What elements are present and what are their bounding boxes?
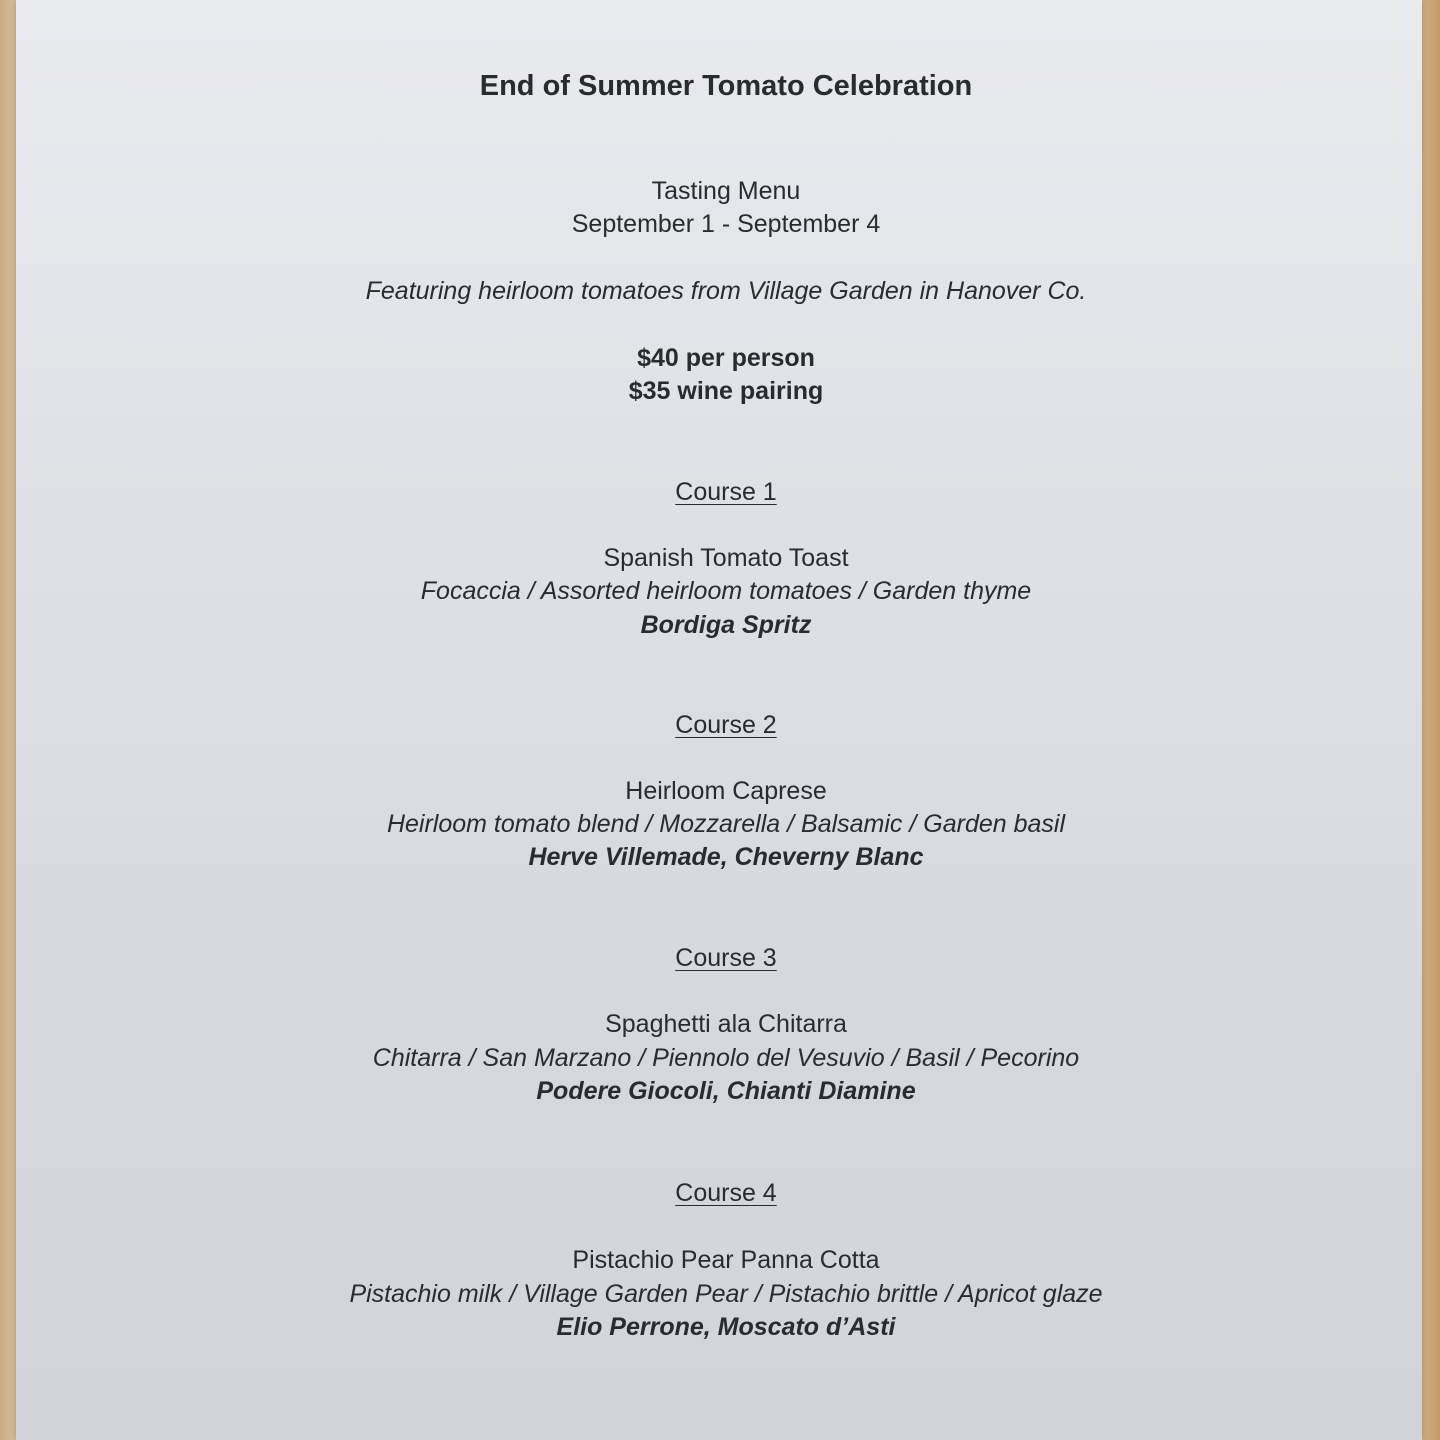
course-2-heading: Course 2 (675, 711, 777, 739)
course-3-section (16, 942, 1436, 974)
course-4-dish: Pistachio Pear Panna Cotta (572, 1246, 880, 1274)
course-1-dish: Spanish Tomato Toast (603, 544, 849, 572)
course-1-heading: Course 1 (675, 478, 777, 506)
price-per-person: $40 per person (637, 344, 815, 372)
course-3-dish: Spaghetti ala Chitarra (605, 1010, 847, 1038)
menu-dates: September 1 - September 4 (571, 210, 881, 238)
course-4-ingredients: Pistachio milk / Village Garden Pear / Pistachio brittle / Apricot glaze (349, 1280, 1103, 1308)
course-4-wine: Elio Perrone, Moscato d’Asti (556, 1313, 896, 1341)
course-2-ingredients: Heirloom tomato blend / Mozzarella / Balsamic / Garden basil (386, 810, 1066, 838)
course-2-dish: Heirloom Caprese (625, 777, 827, 805)
course-2-wine: Herve Villemade, Cheverny Blanc (528, 843, 924, 871)
course-1-section (16, 476, 1436, 508)
course-1-wine: Bordiga Spritz (640, 611, 812, 639)
course-4-heading: Course 4 (675, 1179, 777, 1207)
menu-subtitle: Tasting Menu (651, 177, 801, 205)
course-3-ingredients: Chitarra / San Marzano / Piennolo del Vesuvio / Basil / Pecorino (372, 1044, 1080, 1072)
course-4-section (16, 1177, 1436, 1209)
price-wine-pairing: $35 wine pairing (628, 377, 824, 405)
course-3-heading: Course 3 (675, 944, 777, 972)
course-2-section (16, 709, 1436, 741)
course-3-wine: Podere Giocoli, Chianti Diamine (536, 1077, 916, 1105)
menu-featuring: Featuring heirloom tomatoes from Village Garden in Hanover Co. (365, 277, 1087, 305)
menu-title: End of Summer Tomato Celebration (479, 70, 973, 102)
course-1-ingredients: Focaccia / Assorted heirloom tomatoes / Garden thyme (420, 577, 1032, 605)
